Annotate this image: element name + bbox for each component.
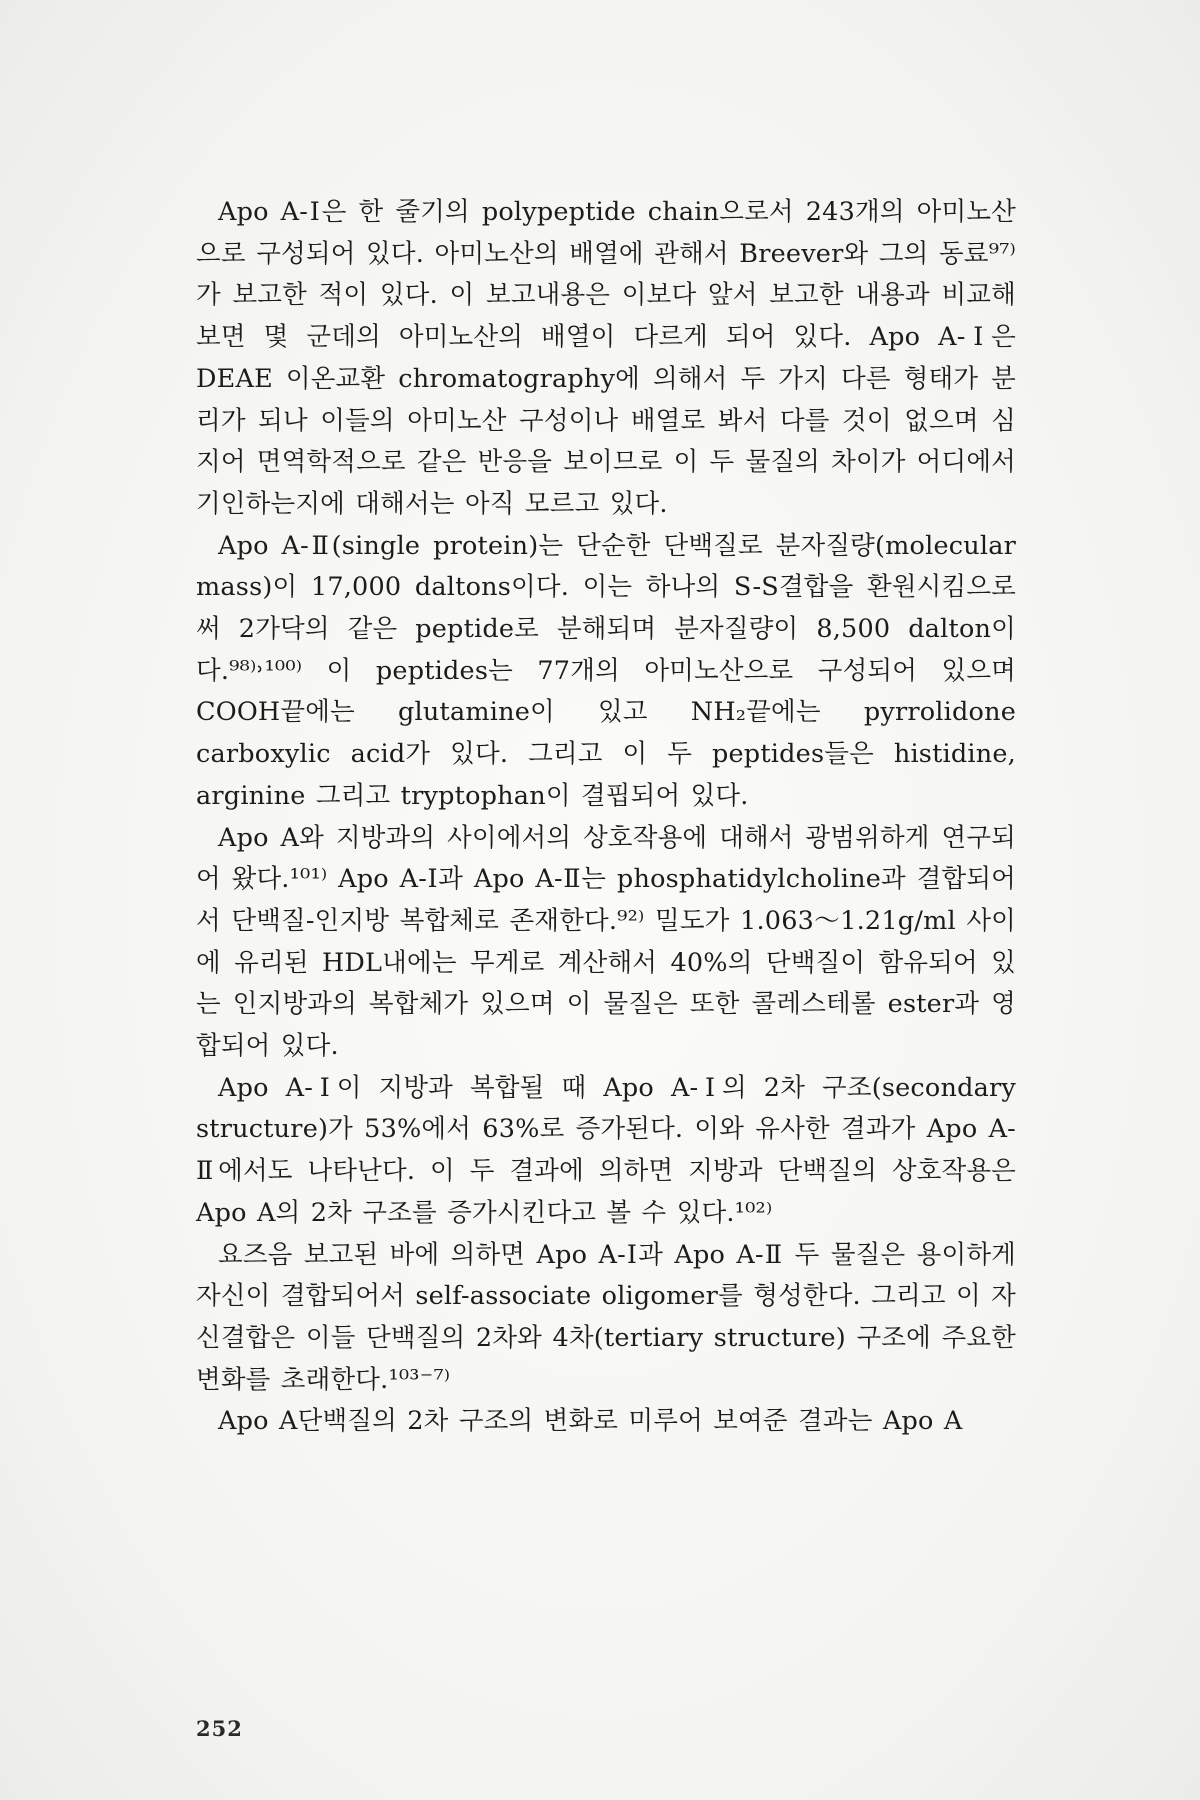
- body-text: [196, 192, 1016, 1443]
- paragraph-continued: Apo A단백질의 2차 구조의 변화로 미루어 보여준 결과는 Apo A: [218, 1406, 963, 1437]
- page-number: 252: [196, 1716, 243, 1741]
- paragraph-lipid-interaction: Apo A와 지방과의 사이에서의 상호작용에 대해서 광범위하게 연구되어 왔다.¹⁰¹⁾ Apo A-Ⅰ과 Apo A-Ⅱ는 phosphatidylcholine과 결합되어서 단백질-인지방 복합체로 존재한다.⁹²⁾ 밀도가 1.063～1.21g/ml 사이에 유리된 HDL내에는 무게로 계산해서 40%의 단백질이 함유되어 있는 인지방과의 복합체가 있으며 이 물질은 또한 콜레스테롤 ester과 영합되어 있다.: [196, 822, 1016, 1062]
- paragraph-self-association: 요즈음 보고된 바에 의하면 Apo A-Ⅰ과 Apo A-Ⅱ 두 물질은 용이하게 자신이 결합되어서 self-associate oligomer를 형성한다. 그리고 이 자신결합은 이들 단백질의 2차와 4차(tertiary structure) 구조에 주요한 변화를 초래한다.¹⁰³⁻⁷⁾: [196, 1239, 1016, 1395]
- paragraph-apo-a1-structure: Apo A-Ⅰ은 한 줄기의 polypeptide chain으로서 243개의 아미노산으로 구성되어 있다. 아미노산의 배열에 관해서 Breever와 그의 동료⁹⁷⁾가 보고한 적이 있다. 이 보고내용은 이보다 앞서 보고한 내용과 비교해 보면 몇 군데의 아미노산의 배열이 다르게 되어 있다. Apo A-Ⅰ은 DEAE 이온교환 chromatography에 의해서 두 가지 다른 형태가 분리가 되나 이들의 아미노산 구성이나 배열로 봐서 다를 것이 없으며 심지어 면역학적으로 같은 반응을 보이므로 이 두 물질의 차이가 어디에서 기인하는지에 대해서는 아직 모르고 있다.: [196, 197, 1016, 519]
- paragraph-apo-a2-structure: Apo A-Ⅱ(single protein)는 단순한 단백질로 분자질량(molecular mass)이 17,000 daltons이다. 이는 하나의 S-S결합을 환원시킴으로써 2가닥의 같은 peptide로 분해되며 분자질량이 8,500 dalton이다.⁹⁸⁾˒¹⁰⁰⁾ 이 peptides는 77개의 아미노산으로 구성되어 있으며 COOH끝에는 glutamine이 있고 NH₂끝에는 pyrrolidone carboxylic acid가 있다. 그리고 이 두 peptides들은 histidine, arginine 그리고 tryptophan이 결핍되어 있다.: [196, 530, 1016, 811]
- paragraph-secondary-structure: Apo A-Ⅰ이 지방과 복합될 때 Apo A-Ⅰ의 2차 구조(secondary structure)가 53%에서 63%로 증가된다. 이와 유사한 결과가 Apo A-Ⅱ에서도 나타난다. 이 두 결과에 의하면 지방과 단백질의 상호작용은 Apo A의 2차 구조를 증가시킨다고 볼 수 있다.¹⁰²⁾: [196, 1072, 1016, 1228]
